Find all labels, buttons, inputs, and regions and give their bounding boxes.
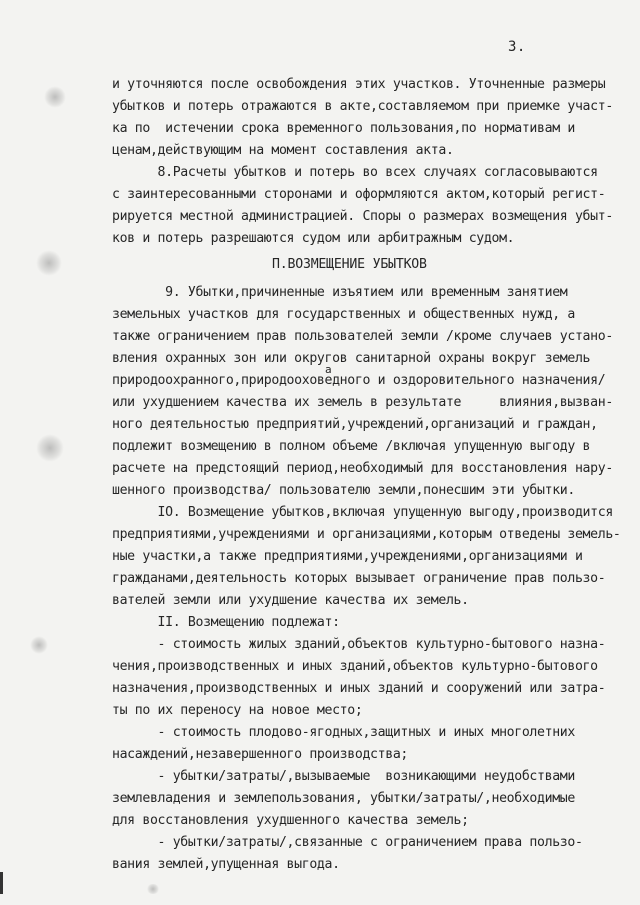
text-line: убытков и потерь отражаются в акте,составляемом при приемке участ-	[112, 99, 613, 114]
scan-smudge	[44, 86, 66, 108]
scan-smudge	[30, 636, 48, 654]
text-line: - убытки/затраты/,вызываемые возникающими неудобствами	[112, 769, 575, 784]
text-line: ные участки,а также предприятиями,учреждениями,организациями и	[112, 549, 583, 564]
text-line: природоохранного,природооховедного и оздоровительного назначения/	[112, 373, 606, 388]
text-line: рируется местной администрацией. Споры о размерах возмещения убыт-	[112, 209, 613, 224]
text-line: шенного производства/ пользователю земли,понесшим эти убытки.	[112, 483, 575, 498]
text-line: назначения,производственных и иных зданий и сооружений или затра-	[112, 681, 606, 696]
text-line: землевладения и землепользования, убытки/затраты/,необходимые	[112, 791, 575, 806]
text-line: с заинтересованными сторонами и оформляются актом,который регист-	[112, 187, 606, 202]
text-line: ты по их переносу на новое место;	[112, 703, 363, 718]
text-line: - стоимость плодово-ягодных,защитных и иных многолетних	[112, 725, 575, 740]
scan-edge-mark	[0, 872, 3, 894]
text-line: ков и потерь разрешаются судом или арбитражным судом.	[112, 231, 515, 246]
text-line: и уточняются после освобождения этих участков. Уточненные размеры	[112, 77, 606, 92]
text-line: расчете на предстоящий период,необходимый для восстановления нару-	[112, 461, 613, 476]
text-line: предприятиями,учреждениями и организациями,которым отведены земель-	[112, 527, 621, 542]
text-line: ного деятельностью предприятий,учреждений,организаций и граждан,	[112, 417, 598, 432]
section-heading: П.ВОЗМЕЩЕНИЕ УБЫТКОВ	[272, 257, 427, 272]
text-line: для восстановления ухудшенного качества земель;	[112, 813, 469, 828]
text-line: подлежит возмещению в полном объеме /включая упущенную выгоду в	[112, 439, 591, 454]
text-line: 8.Расчеты убытков и потерь во всех случаях согласовываются	[112, 165, 598, 180]
text-line: ценам,действующим на момент составления акта.	[112, 143, 454, 158]
scan-smudge	[146, 884, 160, 894]
scan-smudge	[36, 250, 62, 276]
text-line: также ограничением прав пользователей земли /кроме случаев устано-	[112, 329, 613, 344]
text-line: II. Возмещению подлежат:	[112, 615, 340, 630]
page-number: 3.	[508, 39, 526, 55]
text-line: 9. Убытки,причиненные изъятием или временным занятием	[112, 285, 568, 300]
stray-mark: а	[325, 363, 332, 376]
text-line: насаждений,незавершенного производства;	[112, 747, 408, 762]
text-line: ка по истечении срока временного пользования,по нормативам и	[112, 121, 575, 136]
text-line: чения,производственных и иных зданий,объектов культурно-бытового	[112, 659, 598, 674]
text-line: или ухудшением качества их земель в результате влияния,вызван-	[112, 395, 613, 410]
text-line: вания землей,упущенная выгода.	[112, 857, 340, 872]
text-line: вления охранных зон или округов санитарной охраны вокруг земель	[112, 351, 591, 366]
text-line: вателей земли или ухудшение качества их земель.	[112, 593, 469, 608]
text-line: IO. Возмещение убытков,включая упущенную выгоду,производится	[112, 505, 613, 520]
scan-smudge	[36, 434, 64, 462]
text-line: земельных участков для государственных и общественных нужд, а	[112, 307, 575, 322]
text-line: - убытки/затраты/,связанные с ограничением права пользо-	[112, 835, 583, 850]
text-line: - стоимость жилых зданий,объектов культурно-бытового назна-	[112, 637, 606, 652]
text-line: гражданами,деятельность которых вызывает ограничение прав пользо-	[112, 571, 606, 586]
